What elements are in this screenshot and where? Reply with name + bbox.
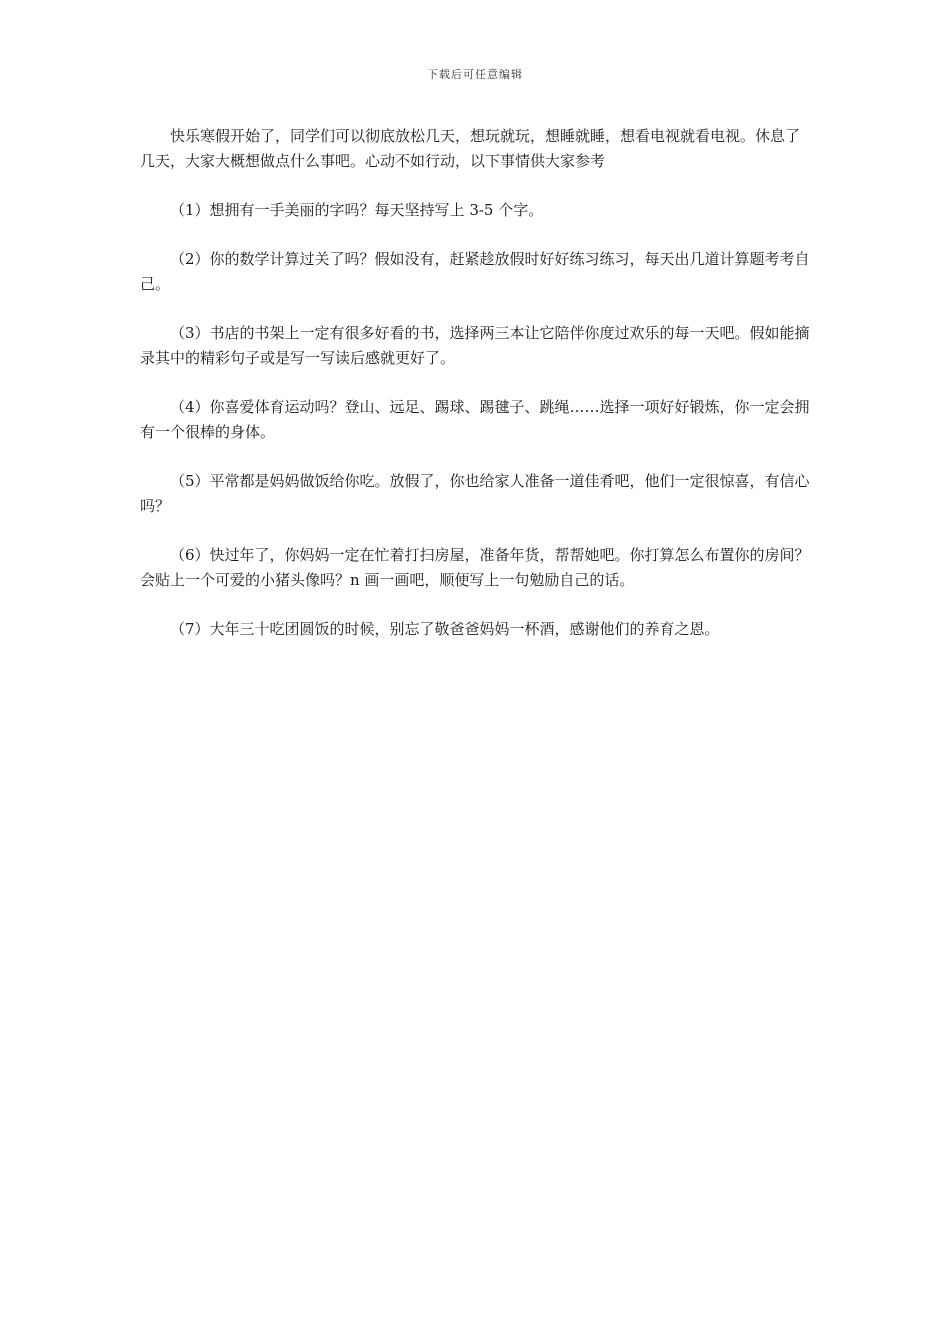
page-header: 下载后可任意编辑 — [427, 68, 523, 81]
list-item: （2）你的数学计算过关了吗？假如没有，赶紧趁放假时好好练习练习，每天出几道计算题考考自己。 — [140, 250, 810, 293]
list-item: （1）想拥有一手美丽的字吗？每天坚持写上 3-5 个字。 — [170, 201, 544, 219]
list-item: （5）平常都是妈妈做饭给你吃。放假了，你也给家人准备一道佳肴吧，他们一定很惊喜，有信心吗？ — [140, 472, 810, 515]
list-item: （3）书店的书架上一定有很多好看的书，选择两三本让它陪伴你度过欢乐的每一天吧。假如能摘录其中的精彩句子或是写一写读后感就更好了。 — [140, 324, 810, 367]
intro-paragraph: 快乐寒假开始了，同学们可以彻底放松几天，想玩就玩，想睡就睡，想看电视就看电视。休息了几天，大家大概想做点什么事吧。心动不如行动，以下事情供大家参考 — [140, 127, 801, 170]
list-item: （4）你喜爱体育运动吗？登山、远足、踢球、踢毽子、跳绳……选择一项好好锻炼，你一定会拥有一个很棒的身体。 — [140, 398, 810, 441]
document-body — [140, 124, 812, 666]
list-item: （7）大年三十吃团圆饭的时候，别忘了敬爸爸妈妈一杯酒，感谢他们的养育之恩。 — [170, 620, 720, 638]
list-item: （6）快过年了，你妈妈一定在忙着打扫房屋，准备年货，帮帮她吧。你打算怎么布置你的房间？会贴上一个可爱的小猪头像吗？n 画一画吧，顺便写上一句勉励自己的话。 — [140, 546, 810, 589]
